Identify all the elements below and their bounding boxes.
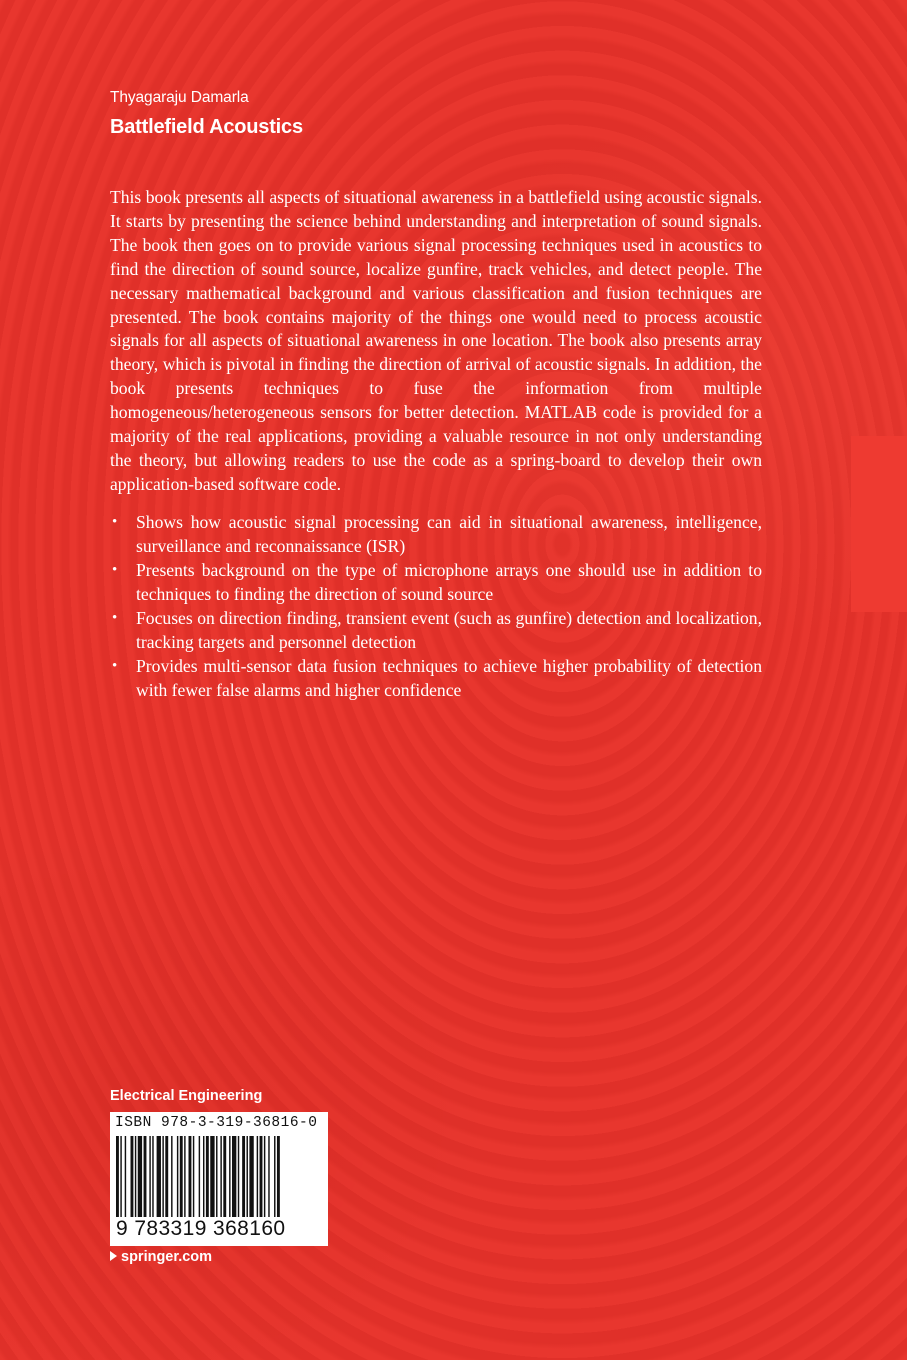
feature-list [110, 510, 762, 702]
bullet-icon: • [112, 562, 118, 578]
barcode-bar [149, 1136, 150, 1218]
barcode-bar [220, 1136, 221, 1218]
barcode-bar [193, 1136, 194, 1218]
list-item-text: Focuses on direction finding, transient event (such as gunfire) detection and localization, tracking targets and personnel detection [136, 608, 762, 652]
isbn-label: ISBN 978-3-319-36816-0 [115, 1115, 318, 1131]
bullet-icon: • [112, 658, 118, 674]
barcode-bar [184, 1136, 185, 1218]
book-description: This book presents all aspects of situational awareness in a battlefield using acoustic signals. It starts by presenting the science behind understanding and interpretation of sound signals. The book then goes on to provide various signal processing techniques used in acoustics to find the direction of sound source, localize gunfire, track vehicles, and detect people. The necessary mathematical background and various classification and fusion techniques are presented. The book contains majority of the things one would need to process acoustic signals for all aspects of situational awareness in one location. The book also presents array theory, which is pivotal in finding the direction of arrival of acoustic signals. In addition, the book presents techniques to fuse the information from multiple homogeneous/heterogeneous sensors for better detection. MATLAB code is provided for a majority of the real applications, providing a valuable resource in not only understanding the theory, but allowing readers to use the code as a spring-board to develop their own application-based software code. [110, 187, 762, 494]
barcode-bar [242, 1136, 245, 1218]
barcode-bar [210, 1136, 214, 1218]
barcode-bar [277, 1136, 280, 1218]
barcode-bar [144, 1136, 147, 1218]
bullet-icon: • [112, 610, 118, 626]
barcode-bar [157, 1136, 161, 1218]
barcode-bar [138, 1136, 142, 1218]
barcode-bar [116, 1136, 119, 1228]
ean-digits: 9 783319 368160 [116, 1217, 286, 1240]
book-title: Battlefield Acoustics [110, 116, 303, 138]
list-item [110, 510, 762, 558]
barcode-bar [216, 1136, 217, 1218]
barcode-bar [180, 1136, 183, 1218]
bullet-icon: • [112, 514, 118, 530]
subject-category: Electrical Engineering [110, 1088, 263, 1104]
barcode-bar [238, 1136, 239, 1218]
barcode-bar [203, 1136, 204, 1218]
barcode-bar [171, 1136, 172, 1218]
barcode-bar [260, 1136, 263, 1228]
publisher-link[interactable] [110, 1249, 212, 1265]
list-item-text: Presents background on the type of microphone arrays one should use in addition to techniques to finding the direction of sound source [136, 560, 762, 604]
barcode-bar [247, 1136, 248, 1218]
list-item [110, 558, 762, 606]
barcode-bar [135, 1136, 136, 1218]
barcode-bar [177, 1136, 178, 1218]
publisher-url: springer.com [121, 1249, 213, 1265]
barcode-bar [268, 1136, 269, 1218]
barcode-bar [229, 1136, 230, 1218]
author-name: Thyagaraju Damarla [110, 89, 249, 106]
list-item [110, 654, 762, 702]
arrow-right-icon [110, 1251, 117, 1261]
barcode-bar [223, 1136, 226, 1218]
barcode-bar [131, 1136, 134, 1218]
barcode-bar [249, 1136, 253, 1228]
barcode-bar [165, 1136, 168, 1218]
cover-edge-tab [851, 436, 907, 612]
barcode-bars [110, 1136, 328, 1228]
barcode-bar [274, 1136, 275, 1218]
barcode-bar [189, 1136, 192, 1218]
barcode-bar [232, 1136, 236, 1218]
list-item-text: Provides multi-sensor data fusion techniques to achieve higher probability of detection with fewer false alarms and higher confidence [136, 656, 762, 700]
isbn-barcode [110, 1112, 328, 1246]
barcode-bar [125, 1136, 126, 1228]
barcode-bar [206, 1136, 209, 1218]
barcode-bar [152, 1136, 153, 1218]
barcode-bar [199, 1136, 200, 1218]
list-item [110, 606, 762, 654]
barcode-bar [264, 1136, 265, 1218]
barcode-bar [162, 1136, 163, 1218]
barcode-bar [257, 1136, 258, 1218]
list-item-text: Shows how acoustic signal processing can aid in situational awareness, intelligence, surveillance and reconnaissance (ISR) [136, 512, 762, 556]
barcode-bar [120, 1136, 121, 1218]
